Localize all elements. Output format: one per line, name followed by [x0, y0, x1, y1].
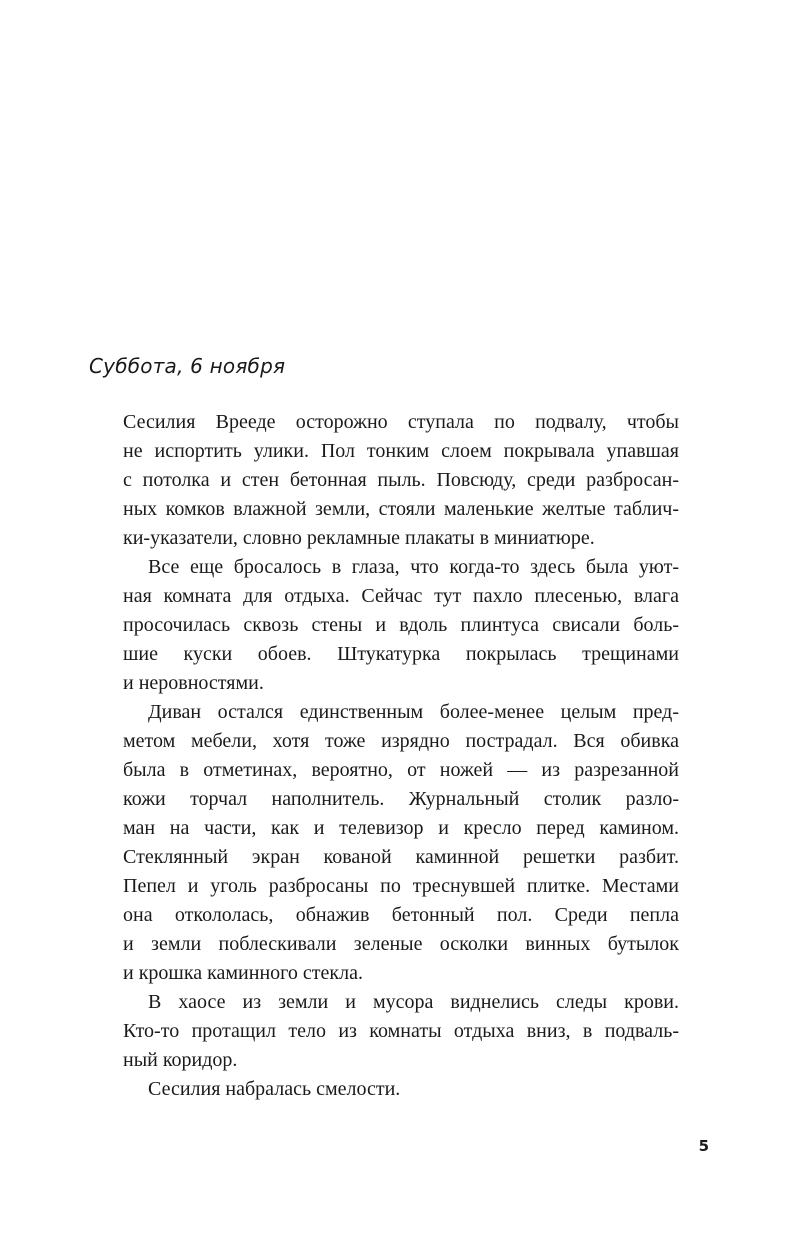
body-text: [123, 408, 679, 1104]
text-line: В хаосе из земли и мусора виднелись следы крови.: [148, 991, 679, 1013]
text-line: Диван остался единственным более-менее целым пред-: [148, 701, 679, 723]
text-line: ных комков влажной земли, стояли маленькие желтые таблич-: [123, 498, 679, 520]
text-line: Сесилия Врееде осторожно ступала по подвалу, чтобы: [123, 411, 679, 433]
text-line: ки-указатели, словно рекламные плакаты в миниатюре.: [123, 527, 595, 549]
text-line: кожи торчал наполнитель. Журнальный столик разло-: [123, 788, 679, 810]
text-line: не испортить улики. Пол тонким слоем покрывала упавшая: [123, 440, 679, 462]
paragraph: [123, 553, 679, 698]
paragraph: [123, 408, 679, 553]
text-line: Все еще бросалось в глаза, что когда-то здесь была уют-: [148, 556, 679, 578]
text-line: и земли поблескивали зеленые осколки винных бутылок: [123, 933, 679, 955]
text-line: и крошка каминного стекла.: [123, 962, 363, 984]
text-line: Стеклянный экран кованой каминной решетки разбит.: [123, 846, 679, 868]
page-number: 5: [698, 1137, 709, 1155]
text-line: была в отметинах, вероятно, от ножей — из разрезанной: [123, 759, 679, 781]
paragraph: [123, 698, 679, 988]
text-line: ман на части, как и телевизор и кресло перед камином.: [123, 817, 679, 839]
text-line: ная комната для отдыха. Сейчас тут пахло плесенью, влага: [123, 585, 679, 607]
text-line: Кто-то протащил тело из комнаты отдыха вниз, в подваль-: [123, 1020, 679, 1042]
text-line: шие куски обоев. Штукатурка покрылась трещинами: [123, 643, 679, 665]
text-line: она откололась, обнажив бетонный пол. Среди пепла: [123, 904, 679, 926]
text-line: с потолка и стен бетонная пыль. Повсюду, среди разбросан-: [123, 469, 679, 491]
chapter-heading: Суббота, 6 ноября: [89, 354, 286, 378]
paragraph: [123, 988, 679, 1075]
text-line: Пепел и уголь разбросаны по треснувшей плитке. Местами: [123, 875, 679, 897]
text-line: просочилась сквозь стены и вдоль плинтуса свисали боль-: [123, 614, 679, 636]
text-line: метом мебели, хотя тоже изрядно пострадал. Вся обивка: [123, 730, 679, 752]
paragraph: [123, 1075, 679, 1104]
text-line: и неровностями.: [123, 672, 264, 694]
text-line: ный коридор.: [123, 1049, 238, 1071]
text-line: Сесилия набралась смелости.: [148, 1078, 401, 1100]
